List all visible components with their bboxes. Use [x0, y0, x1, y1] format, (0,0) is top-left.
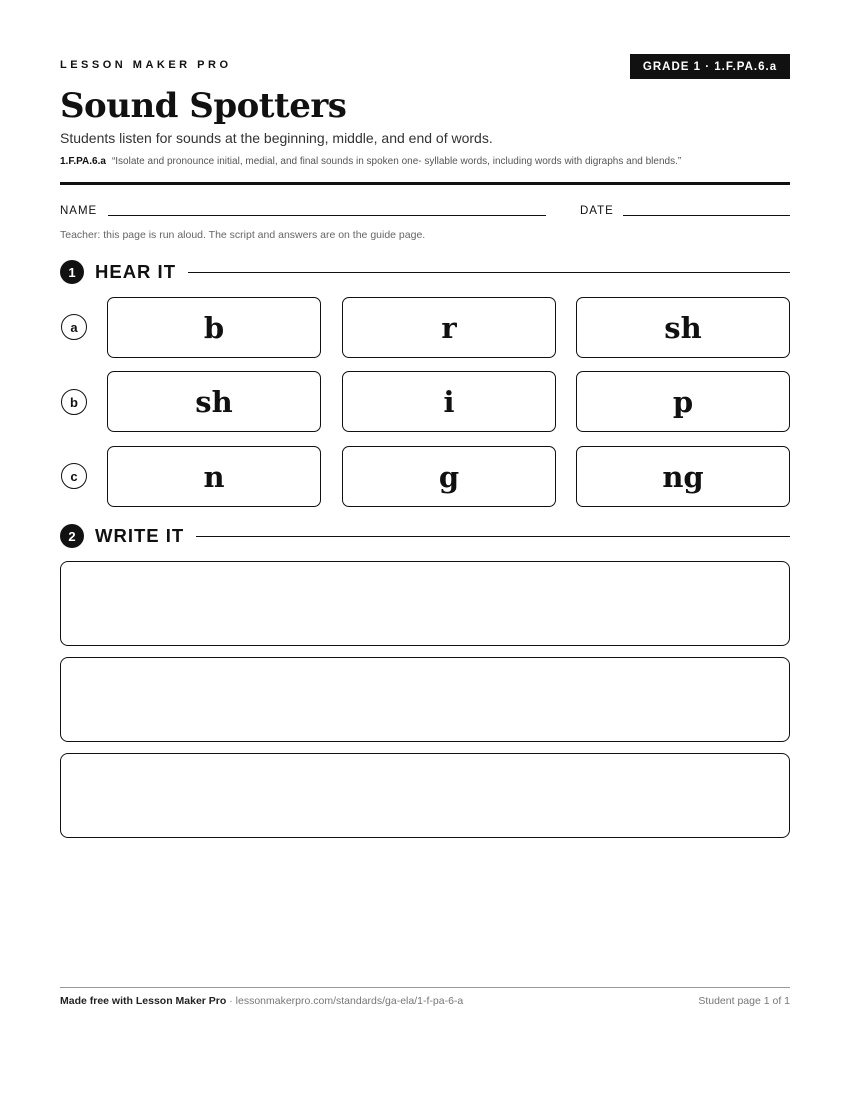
section-divider [188, 272, 790, 273]
standard-text: “Isolate and pronounce initial, medial, and final sounds in spoken one- syllable words, including words with digraphs and blends.” [111, 156, 682, 167]
date-label: DATE [580, 205, 614, 217]
header-divider [60, 182, 790, 185]
row-label: b [61, 389, 87, 415]
page-title: Sound Spotters [60, 86, 347, 126]
row-label: c [61, 463, 87, 489]
sound-card: sh [576, 297, 790, 358]
standard-code: 1.F.PA.6.a [60, 156, 106, 167]
sound-card: g [342, 446, 556, 507]
brand-name: LESSON MAKER PRO [60, 59, 232, 71]
section-title: WRITE IT [95, 525, 185, 546]
footer-page-number: Student page 1 of 1 [698, 995, 790, 1007]
grade-badge: GRADE 1 · 1.F.PA.6.a [630, 54, 790, 79]
name-line[interactable] [108, 215, 546, 216]
row-label: a [61, 314, 87, 340]
teacher-note: Teacher: this page is run aloud. The script and answers are on the guide page. [60, 229, 426, 241]
section-hear-it [60, 260, 790, 284]
section-number: 2 [60, 524, 84, 548]
sound-card: i [342, 371, 556, 432]
sound-card: b [107, 297, 321, 358]
section-title: HEAR IT [95, 261, 176, 282]
footer-made-free: Made free with Lesson Maker Pro [60, 995, 227, 1007]
sound-card: ng [576, 446, 790, 507]
footer-url: · lessonmakerpro.com/standards/ga-ela/1-f-pa-6-a [226, 995, 464, 1007]
name-label: NAME [60, 205, 98, 217]
page-subtitle: Students listen for sounds at the beginning, middle, and end of words. [60, 130, 493, 146]
date-line[interactable] [623, 215, 790, 216]
sound-card: p [576, 371, 790, 432]
write-box[interactable] [60, 657, 790, 742]
section-divider [196, 536, 790, 537]
write-box[interactable] [60, 561, 790, 646]
footer-credit [60, 995, 463, 1007]
write-box[interactable] [60, 753, 790, 838]
sound-card: n [107, 446, 321, 507]
section-number: 1 [60, 260, 84, 284]
standard-line [60, 156, 681, 167]
section-write-it [60, 524, 790, 548]
footer-divider [60, 987, 790, 988]
sound-card: sh [107, 371, 321, 432]
sound-card: r [342, 297, 556, 358]
